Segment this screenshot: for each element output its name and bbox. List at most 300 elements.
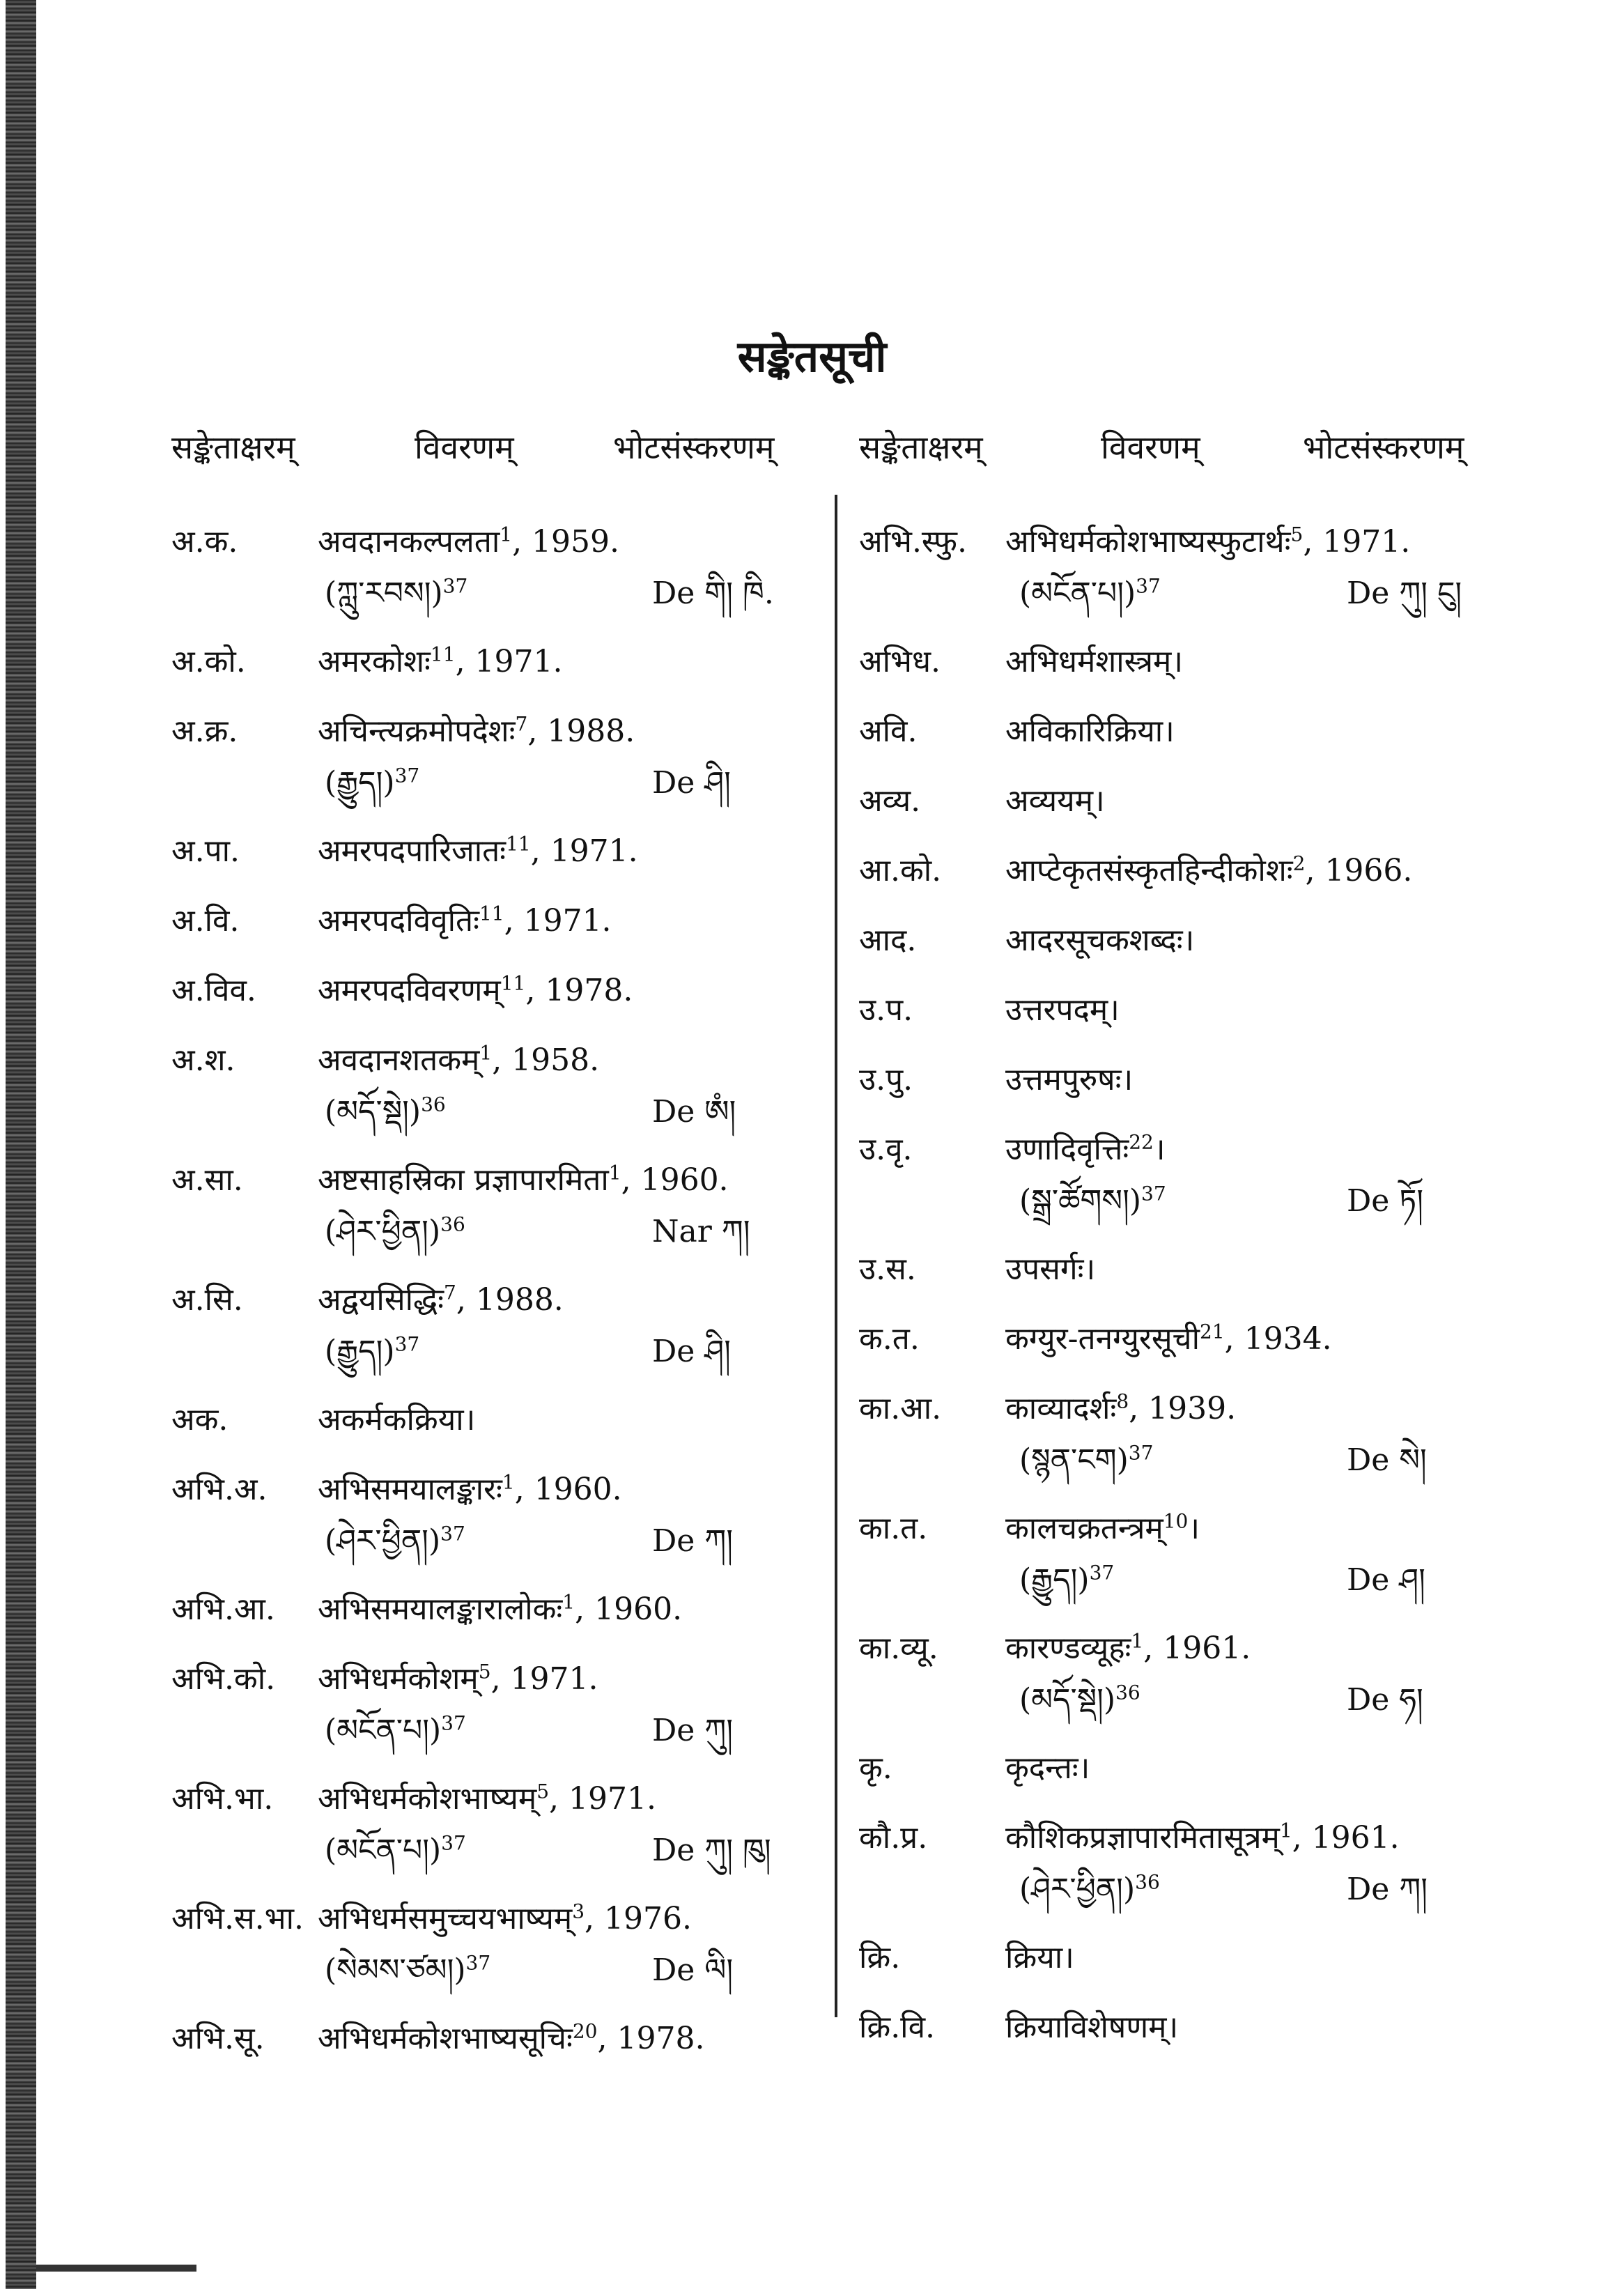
entry-main-line — [171, 1653, 798, 1706]
source-reference-number: 3 — [572, 1899, 585, 1923]
entry-title: अवदानशतकम् — [318, 1042, 480, 1078]
tibetan-section-name: (མདོ་སྡེ།) — [1019, 1682, 1116, 1718]
entry-description — [318, 1653, 598, 1706]
source-reference-number: 1 — [562, 1590, 575, 1614]
tibetan-section-name: (རྒྱུད།) — [1019, 1562, 1090, 1598]
tibetan-section — [325, 569, 467, 619]
abbreviation-entry — [859, 1382, 1521, 1486]
entry-description — [1005, 914, 1194, 967]
abbreviation-entry — [859, 705, 1521, 758]
entry-main-line — [171, 1034, 798, 1087]
entry-main-line — [859, 775, 1521, 828]
entry-title: उत्तमपुरुषः। — [1005, 1062, 1134, 1097]
abbreviation-entry — [859, 1123, 1521, 1226]
entry-abbreviation: अभि.आ. — [171, 1591, 275, 1627]
tibetan-source-number: 37 — [394, 764, 420, 787]
tibetan-source-number: 37 — [442, 574, 468, 598]
entry-description — [1005, 984, 1120, 1037]
entry-title: कौशिकप्रज्ञापारमितासूत्रम् — [1005, 1820, 1280, 1856]
entry-title: अभिधर्मकोशभाष्यस्फुटार्थः — [1005, 524, 1291, 560]
left-header-abbr: सङ्केताक्षरम् — [171, 429, 295, 466]
source-reference-number: 1 — [500, 523, 513, 546]
entry-description — [1005, 635, 1183, 688]
entry-year: , 1960. — [621, 1162, 729, 1198]
abbreviation-entry — [171, 1893, 798, 1996]
abbreviation-entry — [859, 1742, 1521, 1795]
entry-title: कग्युर-तनग्युरसूची — [1005, 1321, 1200, 1357]
source-reference-number: 7 — [444, 1281, 456, 1304]
entry-title: उत्तरपदम्। — [1005, 992, 1120, 1028]
tibetan-section — [1019, 1176, 1166, 1226]
tibetan-section — [1019, 1435, 1153, 1486]
tibetan-section-name: (མངོན་པ།) — [1019, 576, 1136, 611]
entry-description — [318, 705, 635, 758]
entry-title: अकर्मकक्रिया। — [318, 1402, 476, 1438]
entry-main-line — [859, 1243, 1521, 1296]
source-reference-number: 1 — [608, 1161, 621, 1185]
entry-abbreviation: कौ.प्र. — [859, 1820, 928, 1856]
source-reference-number: 11 — [500, 971, 526, 995]
entry-tibetan-line — [859, 1435, 1521, 1486]
tibetan-source-number: 37 — [441, 1831, 466, 1855]
abbreviation-entry — [171, 1034, 798, 1137]
entry-main-line — [859, 1812, 1521, 1865]
entry-title: अमरपदपारिजातः — [318, 833, 506, 869]
entry-description — [1005, 845, 1412, 897]
entry-title: अचिन्त्यक्रमोपदेशः — [318, 714, 516, 749]
entry-title: अभिधर्मशास्त्रम्। — [1005, 644, 1184, 679]
entry-tibetan-line — [171, 1207, 798, 1257]
entry-title: कालचक्रतन्त्रम् — [1005, 1511, 1163, 1546]
entry-title: उणादिवृत्तिः — [1005, 1132, 1129, 1167]
tibetan-section — [325, 1207, 465, 1257]
tibetan-section — [1019, 569, 1161, 619]
entry-main-line — [859, 1313, 1521, 1366]
entry-year: , 1971. — [490, 1661, 598, 1697]
abbreviation-entry — [171, 2012, 798, 2065]
entry-description — [1005, 1812, 1400, 1865]
abbreviation-entry — [171, 1463, 798, 1566]
entry-description — [1005, 1742, 1090, 1795]
right-column — [859, 516, 1521, 2071]
tibetan-section — [325, 1945, 490, 1996]
left-column — [171, 516, 798, 2082]
column-divider — [835, 495, 837, 2017]
entry-main-line — [171, 2012, 798, 2065]
source-reference-number: 7 — [515, 712, 528, 736]
entry-description — [318, 1154, 729, 1207]
entry-abbreviation: आद. — [859, 923, 917, 958]
entry-tibetan-line — [859, 1176, 1521, 1226]
entry-description — [1005, 775, 1105, 828]
entry-description — [1005, 1313, 1332, 1366]
entry-year: , 1960. — [514, 1472, 622, 1507]
entry-title: अभिसमयालङ्कारालोकः — [318, 1591, 563, 1627]
entry-tibetan-line — [859, 1675, 1521, 1725]
entry-tibetan-line — [171, 1945, 798, 1996]
entry-main-line — [171, 964, 798, 1017]
abbreviation-entry — [859, 2001, 1521, 2054]
edition-volume: De སེ། — [1347, 1442, 1427, 1478]
entry-year: । — [1188, 1511, 1200, 1546]
tibetan-section-name: (མངོན་པ།) — [325, 1713, 442, 1748]
edition-volume: De ལི། — [652, 1952, 734, 1988]
tibetan-section — [1019, 1555, 1114, 1605]
abbreviation-entry — [859, 914, 1521, 967]
entry-tibetan-line — [171, 758, 798, 808]
entry-title: क्रिया। — [1005, 1940, 1074, 1975]
entry-year: । — [1153, 1132, 1166, 1167]
tibetan-source-number: 37 — [440, 1522, 465, 1546]
entry-description — [318, 1034, 599, 1087]
edition-volume: De ཀུ། — [652, 1713, 734, 1748]
abbreviation-entry — [859, 1932, 1521, 1984]
entry-abbreviation: अभिध. — [859, 644, 941, 679]
abbreviation-entry — [171, 516, 798, 619]
entry-abbreviation: आ.को. — [859, 853, 942, 888]
tibetan-source-number: 37 — [465, 1951, 491, 1975]
abbreviation-entry — [859, 984, 1521, 1037]
abbreviation-entry — [171, 1583, 798, 1636]
tibetan-section-name: (ཤེར་ཕྱིན།) — [325, 1214, 441, 1249]
source-reference-number: 10 — [1163, 1509, 1189, 1533]
abbreviation-entry — [859, 635, 1521, 688]
entry-title: अमरपदविवृतिः — [318, 903, 479, 939]
tibetan-section — [1019, 1675, 1140, 1725]
entry-main-line — [859, 2001, 1521, 2054]
entry-main-line — [859, 1502, 1521, 1555]
edition-volume: Nar ཀ། — [652, 1214, 750, 1249]
abbreviation-entry — [859, 775, 1521, 828]
entry-abbreviation: उ.वृ. — [859, 1132, 913, 1167]
entry-description — [1005, 1123, 1166, 1176]
entry-main-line — [859, 1622, 1521, 1675]
edition-volume: De ཤི། — [652, 765, 731, 801]
entry-year: , 1976. — [585, 1901, 692, 1936]
entry-description — [318, 1463, 622, 1516]
entry-abbreviation: अ.क. — [171, 524, 238, 560]
entry-tibetan-line — [171, 569, 798, 619]
entry-abbreviation: का.त. — [859, 1511, 928, 1546]
entry-abbreviation: क्रि.वि. — [859, 2010, 936, 2045]
entry-abbreviation: अव्य. — [859, 783, 921, 819]
source-reference-number: 21 — [1200, 1320, 1225, 1343]
entry-tibetan-line — [171, 1327, 798, 1377]
entry-description — [318, 1893, 692, 1945]
entry-abbreviation: अभि.सू. — [171, 2021, 265, 2056]
tibetan-source-number: 37 — [1136, 574, 1161, 598]
entry-description — [318, 635, 563, 688]
entry-abbreviation: अ.श. — [171, 1042, 235, 1078]
entry-abbreviation: का.आ. — [859, 1391, 942, 1426]
entry-main-line — [859, 1742, 1521, 1795]
tibetan-section — [325, 1327, 419, 1377]
entry-title: अमरपदविवरणम् — [318, 973, 501, 1008]
entry-tibetan-line — [859, 1865, 1521, 1915]
source-reference-number: 1 — [1131, 1629, 1144, 1653]
entry-abbreviation: अ.वि. — [171, 903, 240, 939]
tibetan-source-number: 37 — [1089, 1561, 1115, 1585]
entry-tibetan-line — [171, 1087, 798, 1137]
source-reference-number: 11 — [479, 902, 504, 925]
entry-title: कारण्डव्यूहः — [1005, 1631, 1131, 1666]
entry-main-line — [859, 845, 1521, 897]
abbreviation-entry — [171, 1394, 798, 1447]
source-reference-number: 1 — [502, 1470, 515, 1494]
source-reference-number: 1 — [479, 1041, 493, 1065]
abbreviation-entry — [171, 1773, 798, 1876]
entry-description — [318, 1394, 475, 1447]
entry-year: , 1971. — [549, 1781, 656, 1817]
tibetan-section-name: (སེམས་ཙམ།) — [325, 1952, 466, 1988]
entry-tibetan-line — [859, 569, 1521, 619]
abbreviation-entry — [859, 1502, 1521, 1605]
entry-main-line — [859, 1054, 1521, 1107]
left-header-edition: भोटसंस्करणम् — [613, 429, 775, 466]
right-header-abbr: सङ्केताक्षरम् — [859, 429, 983, 466]
source-reference-number: 5 — [478, 1660, 491, 1683]
entry-abbreviation: अ.क्र. — [171, 714, 238, 749]
entry-year: , 1971. — [530, 833, 638, 869]
edition-volume: De ཤི། — [652, 1334, 731, 1369]
abbreviation-entry — [171, 1653, 798, 1756]
source-reference-number: 2 — [1292, 851, 1306, 875]
entry-title: अभिधर्मकोशभाष्यम् — [318, 1781, 537, 1817]
tibetan-section — [1019, 1865, 1160, 1915]
entry-year: , 1971. — [455, 644, 563, 679]
entry-abbreviation: क.त. — [859, 1321, 920, 1357]
tibetan-section-name: (མངོན་པ།) — [325, 1833, 442, 1868]
tibetan-source-number: 37 — [441, 1711, 466, 1735]
entry-main-line — [171, 705, 798, 758]
entry-main-line — [171, 635, 798, 688]
source-reference-number: 22 — [1129, 1130, 1154, 1154]
entry-description — [318, 516, 619, 569]
tibetan-section-name: (སྙན་ངག) — [1019, 1442, 1129, 1478]
entry-abbreviation: अभि.अ. — [171, 1472, 268, 1507]
entry-title: कृदन्तः। — [1005, 1750, 1090, 1786]
entry-abbreviation: उ.प. — [859, 992, 913, 1028]
entry-abbreviation: अ.सि. — [171, 1282, 243, 1318]
edition-volume: De ཧ། — [1347, 1682, 1423, 1718]
entry-year: , 1966. — [1305, 853, 1413, 888]
tibetan-source-number: 37 — [1141, 1182, 1166, 1205]
entry-title: आदरसूचकशब्दः। — [1005, 923, 1195, 958]
entry-tibetan-line — [171, 1516, 798, 1566]
source-reference-number: 5 — [1290, 523, 1304, 546]
entry-abbreviation: अभि.भा. — [171, 1781, 274, 1817]
entry-main-line — [859, 914, 1521, 967]
tibetan-source-number: 36 — [440, 1212, 465, 1236]
edition-volume: De ཨཾ། — [652, 1094, 736, 1130]
entry-main-line — [171, 1773, 798, 1826]
tibetan-source-number: 36 — [1115, 1681, 1140, 1704]
tibetan-source-number: 36 — [1135, 1870, 1160, 1894]
entry-description — [318, 1274, 564, 1327]
entry-description — [1005, 1932, 1074, 1984]
abbreviation-entry — [171, 1154, 798, 1257]
abbreviation-entry — [171, 635, 798, 688]
tibetan-section — [325, 1826, 466, 1876]
entry-year: , 1959. — [512, 524, 619, 560]
entry-description — [1005, 1382, 1236, 1435]
entry-title: उपसर्गः। — [1005, 1251, 1096, 1287]
tibetan-section-name: (རྒྱུད།) — [325, 765, 395, 801]
entry-description — [1005, 1502, 1200, 1555]
entry-tibetan-line — [171, 1706, 798, 1756]
right-header-edition: भोटसंस्करणम् — [1303, 429, 1464, 466]
entry-main-line — [171, 895, 798, 948]
source-reference-number: 5 — [536, 1780, 550, 1803]
edition-volume: De ཀུ། ངུ། — [1347, 576, 1462, 611]
abbreviation-entry — [859, 1313, 1521, 1366]
entry-abbreviation: का.व्यू. — [859, 1631, 938, 1666]
entry-abbreviation: अ.विव. — [171, 973, 256, 1008]
entry-year: , 1988. — [456, 1282, 564, 1318]
entry-main-line — [859, 516, 1521, 569]
entry-abbreviation: कृ. — [859, 1750, 892, 1786]
entry-main-line — [859, 1932, 1521, 1984]
entry-abbreviation: अक. — [171, 1402, 229, 1438]
abbreviation-entry — [859, 1812, 1521, 1915]
abbreviation-entry — [859, 845, 1521, 897]
entry-abbreviation: उ.स. — [859, 1251, 916, 1287]
tibetan-section-name: (ཤེར་ཕྱིན།) — [325, 1523, 441, 1559]
entry-abbreviation: अभि.को. — [171, 1661, 276, 1697]
entry-main-line — [859, 1382, 1521, 1435]
entry-title: काव्यादर्शः — [1005, 1391, 1117, 1426]
right-header-desc: विवरणम् — [1101, 429, 1200, 466]
entry-title: अभिधर्मसमुच्चयभाष्यम् — [318, 1901, 573, 1936]
entry-abbreviation: अ.पा. — [171, 833, 240, 869]
edition-volume: De ཀུ། ཁུ། — [652, 1833, 771, 1868]
entry-title: अविकारिक्रिया। — [1005, 714, 1175, 749]
left-header-desc: विवरणम् — [415, 429, 514, 466]
abbreviation-entry — [859, 1054, 1521, 1107]
entry-year: , 1978. — [525, 973, 633, 1008]
entry-main-line — [859, 705, 1521, 758]
entry-year: , 1960. — [575, 1591, 683, 1627]
entry-description — [318, 1773, 656, 1826]
entry-description — [1005, 2001, 1178, 2054]
entry-description — [318, 895, 612, 948]
tibetan-source-number: 37 — [1128, 1441, 1154, 1465]
entry-main-line — [859, 635, 1521, 688]
entry-abbreviation: अवि. — [859, 714, 918, 749]
source-reference-number: 20 — [572, 2019, 598, 2043]
edition-volume: De ཀ། — [652, 1523, 734, 1559]
entry-main-line — [859, 1123, 1521, 1176]
entry-abbreviation: उ.पु. — [859, 1062, 913, 1097]
tibetan-section-name: (ཀླུ་རབས།) — [325, 576, 443, 611]
tibetan-section-name: (སྒྲ་ཚོགས།) — [1019, 1183, 1142, 1219]
edition-volume: De ཀ། — [1347, 1872, 1428, 1907]
entry-description — [318, 964, 633, 1017]
abbreviation-entry — [171, 1274, 798, 1377]
entry-year: , 1978. — [597, 2021, 705, 2056]
entry-abbreviation: अ.सा. — [171, 1162, 243, 1198]
entry-title: अष्टसाहस्रिका प्रज्ञापारमिता — [318, 1162, 609, 1198]
entry-main-line — [171, 1893, 798, 1945]
entry-year: , 1988. — [527, 714, 635, 749]
entry-title: अभिधर्मकोशभाष्यसूचिः — [318, 2021, 573, 2056]
entry-abbreviation: अभि.स्फु. — [859, 524, 967, 560]
abbreviation-entry — [171, 705, 798, 808]
tibetan-section — [325, 1516, 465, 1566]
entry-year: , 1971. — [1303, 524, 1411, 560]
tibetan-section — [325, 1087, 446, 1137]
tibetan-section — [325, 758, 419, 808]
entry-description — [318, 825, 638, 878]
entry-year: , 1934. — [1224, 1321, 1332, 1357]
entry-main-line — [171, 1154, 798, 1207]
source-reference-number: 8 — [1116, 1389, 1129, 1413]
entry-description — [1005, 1054, 1133, 1107]
entry-title: आप्टेकृतसंस्कृतहिन्दीकोशः — [1005, 853, 1293, 888]
entry-year: , 1971. — [504, 903, 612, 939]
entry-title: अव्ययम्। — [1005, 783, 1105, 819]
entry-description — [1005, 1243, 1095, 1296]
entry-main-line — [171, 1274, 798, 1327]
tibetan-source-number: 37 — [394, 1332, 420, 1356]
entry-main-line — [171, 1583, 798, 1636]
source-reference-number: 1 — [1279, 1819, 1292, 1842]
entry-year: , 1961. — [1143, 1631, 1251, 1666]
entry-year: , 1961. — [1292, 1820, 1400, 1856]
tibetan-section-name: (མདོ་སྡེ།) — [325, 1094, 422, 1130]
abbreviation-entry — [859, 1622, 1521, 1725]
edition-volume: De གི། ཁི. — [652, 576, 774, 611]
entry-main-line — [171, 825, 798, 878]
entry-title: क्रियाविशेषणम्। — [1005, 2010, 1179, 2045]
entry-year: , 1958. — [492, 1042, 600, 1078]
entry-description — [318, 1583, 682, 1636]
page-edge-mark — [36, 2265, 196, 2272]
entry-title: अवदानकल्पलता — [318, 524, 500, 560]
entry-title: अद्वयसिद्धिः — [318, 1282, 444, 1318]
abbreviation-entry — [859, 1243, 1521, 1296]
entry-description — [318, 2012, 704, 2065]
entry-main-line — [171, 516, 798, 569]
entry-main-line — [171, 1463, 798, 1516]
entry-abbreviation: अभि.स.भा. — [171, 1901, 304, 1936]
entry-abbreviation: अ.को. — [171, 644, 246, 679]
source-reference-number: 11 — [506, 832, 531, 856]
entry-title: अभिसमयालङ्कारः — [318, 1472, 502, 1507]
entry-main-line — [171, 1394, 798, 1447]
edition-volume: De ཤ། — [1347, 1562, 1425, 1598]
entry-description — [1005, 1622, 1251, 1675]
source-reference-number: 11 — [430, 642, 456, 666]
abbreviation-entry — [171, 895, 798, 948]
edition-volume: De ཏོ། — [1347, 1183, 1424, 1219]
entry-description — [1005, 516, 1410, 569]
abbreviation-entry — [171, 825, 798, 878]
entry-tibetan-line — [171, 1826, 798, 1876]
abbreviation-entry — [171, 964, 798, 1017]
entry-year: , 1939. — [1129, 1391, 1237, 1426]
abbreviation-entry — [859, 516, 1521, 619]
entry-description — [1005, 705, 1175, 758]
entry-main-line — [859, 984, 1521, 1037]
entry-abbreviation: क्रि. — [859, 1940, 901, 1975]
tibetan-section-name: (ཤེར་ཕྱིན།) — [1019, 1872, 1136, 1907]
entry-tibetan-line — [859, 1555, 1521, 1605]
tibetan-source-number: 36 — [421, 1093, 446, 1116]
tibetan-section-name: (རྒྱུད།) — [325, 1334, 395, 1369]
entry-title: अमरकोशः — [318, 644, 431, 679]
tibetan-section — [325, 1706, 466, 1756]
